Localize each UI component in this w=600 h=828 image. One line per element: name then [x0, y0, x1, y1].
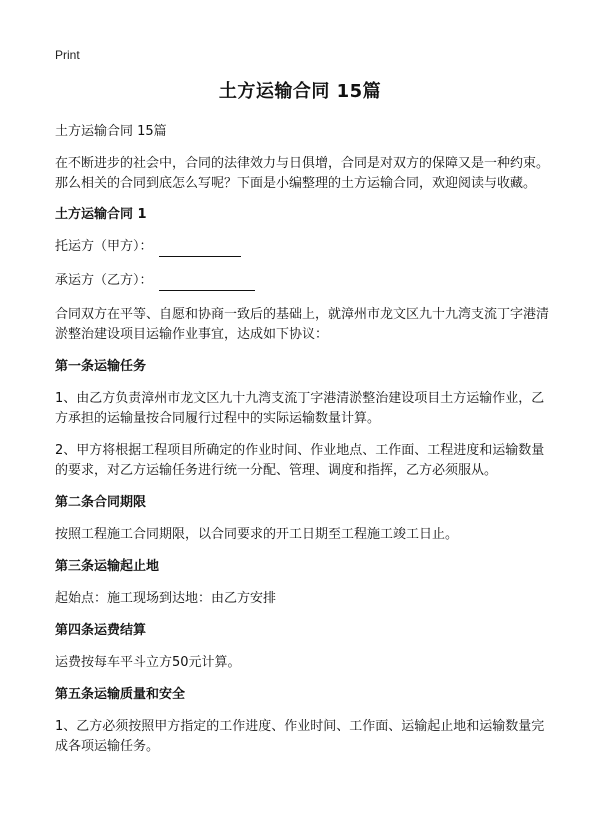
party-a-label: 托运方（甲方）： [55, 239, 153, 254]
party-b-label: 承运方（乙方）： [55, 273, 153, 288]
party-b-blank-line [159, 276, 255, 291]
agreement-intro-paragraph: 合同双方在平等、自愿和协商一致后的基础上，就漳州市龙文区九十九湾支流丁字港清淤整治建设项目运输作业事宜，达成如下协议： [55, 307, 550, 342]
article2-heading: 第二条合同期限 [55, 495, 147, 510]
article5-heading: 第五条运输质量和安全 [55, 687, 186, 702]
intro-paragraph: 在不断进步的社会中，合同的法律效力与日俱增，合同是对双方的保障又是一种约束。那么相关的合同到底怎么写呢？下面是小编整理的土方运输合同，欢迎阅读与收藏。 [55, 156, 550, 191]
article2-text: 按照工程施工合同期限，以合同要求的开工日期至工程施工竣工日止。 [55, 527, 459, 542]
document-subtitle: 土方运输合同 15篇 [55, 124, 167, 139]
document-body [55, 122, 550, 769]
party-a-field [55, 237, 550, 257]
article1-heading: 第一条运输任务 [55, 359, 147, 374]
article1-item1: 1、由乙方负责漳州市龙文区九十九湾支流丁字港清淤整治建设项目土方运输作业，乙方承担的运输量按合同履行过程中的实际运输数量计算。 [55, 391, 545, 426]
article3-text: 起始点：施工现场到达地：由乙方安排 [55, 591, 277, 606]
article1-item2: 2、甲方将根据工程项目所确定的作业时间、作业地点、工作面、工程进度和运输数量的要求，对乙方运输任务进行统一分配、管理、调度和指挥，乙方必须服从。 [55, 443, 545, 478]
article4-heading: 第四条运费结算 [55, 623, 147, 638]
print-link[interactable]: Print [55, 48, 80, 62]
article4-text: 运费按每车平斗立方50元计算。 [55, 655, 241, 670]
party-a-blank-line [159, 242, 241, 257]
party-b-field [55, 271, 550, 291]
article3-heading: 第三条运输起止地 [55, 559, 160, 574]
contract-heading: 土方运输合同 1 [55, 207, 147, 222]
article5-item1: 1、乙方必须按照甲方指定的工作进度、作业时间、工作面、运输起止地和运输数量完成各项运输任务。 [55, 719, 545, 754]
page-title: 土方运输合同 15篇 [218, 81, 382, 102]
